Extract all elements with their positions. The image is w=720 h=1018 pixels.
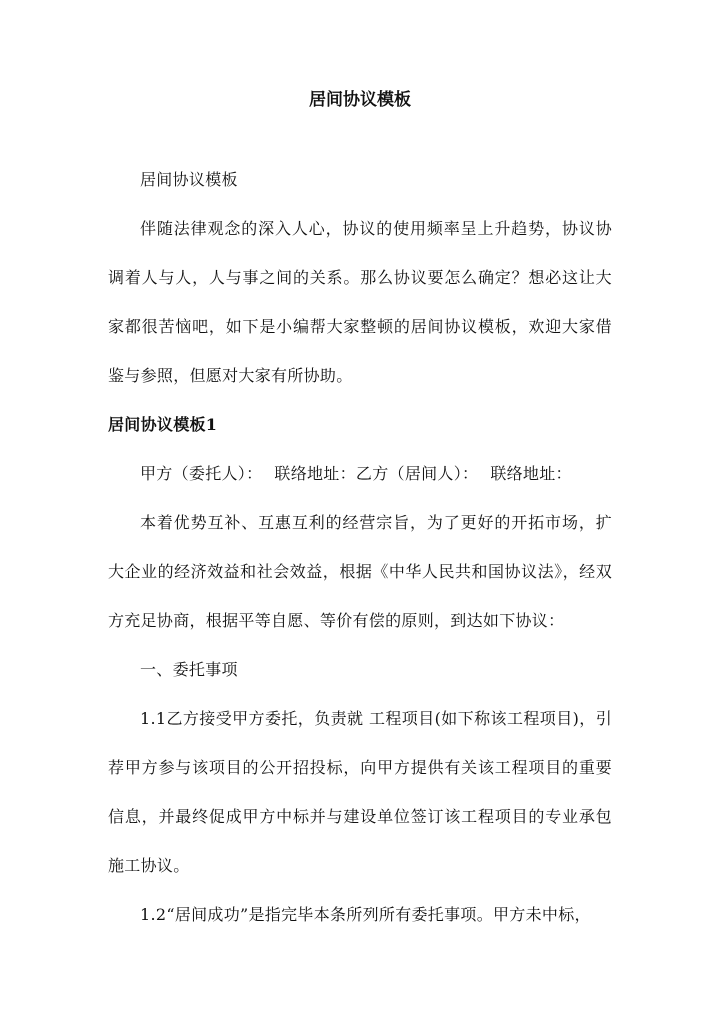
party-b-label: 乙方（居间人）： [355,464,479,483]
section-heading: 居间协议模板1 [108,415,218,434]
clause-heading: 一、委托事项 [140,660,238,679]
address-a-label: 联络地址： [274,464,356,483]
parties-line [108,449,612,498]
document-title: 居间协议模板 [309,90,411,110]
clause-1-2-paragraph: 1.2“居间成功”是指完毕本条所列所有委托事项。甲方未中标， [140,905,591,924]
party-a-label: 甲方（委托人）： [140,464,263,483]
subtitle-paragraph: 居间协议模板 [140,170,238,189]
preamble-paragraph: 本着优势互补、互惠互利的经营宗旨，为了更好的开拓市场，扩大企业的经济效益和社会效益，根据《中华人民共和国协议法》，经双方充足协商，根据平等自愿、等价有偿的原则，到达如下协议： [108,513,612,630]
address-b-label: 联络地址： [490,464,572,483]
clause-1-1-paragraph: 1.1乙方接受甲方委托，负责就 工程项目(如下称该工程项目)，引荐甲方参与该项目的公开招投标，向甲方提供有关该工程项目的重要信息，并最终促成甲方中标并与建设单位签订该工程项目的专业承包施工协议。 [108,709,612,875]
document-body [108,155,612,939]
intro-paragraph: 伴随法律观念的深入人心，协议的使用频率呈上升趋势，协议协调着人与人，人与事之间的关系。那么协议要怎么确定？想必这让大家都很苦恼吧，如下是小编帮大家整顿的居间协议模板，欢迎大家借鉴与参照，但愿对大家有所协助。 [108,219,612,385]
